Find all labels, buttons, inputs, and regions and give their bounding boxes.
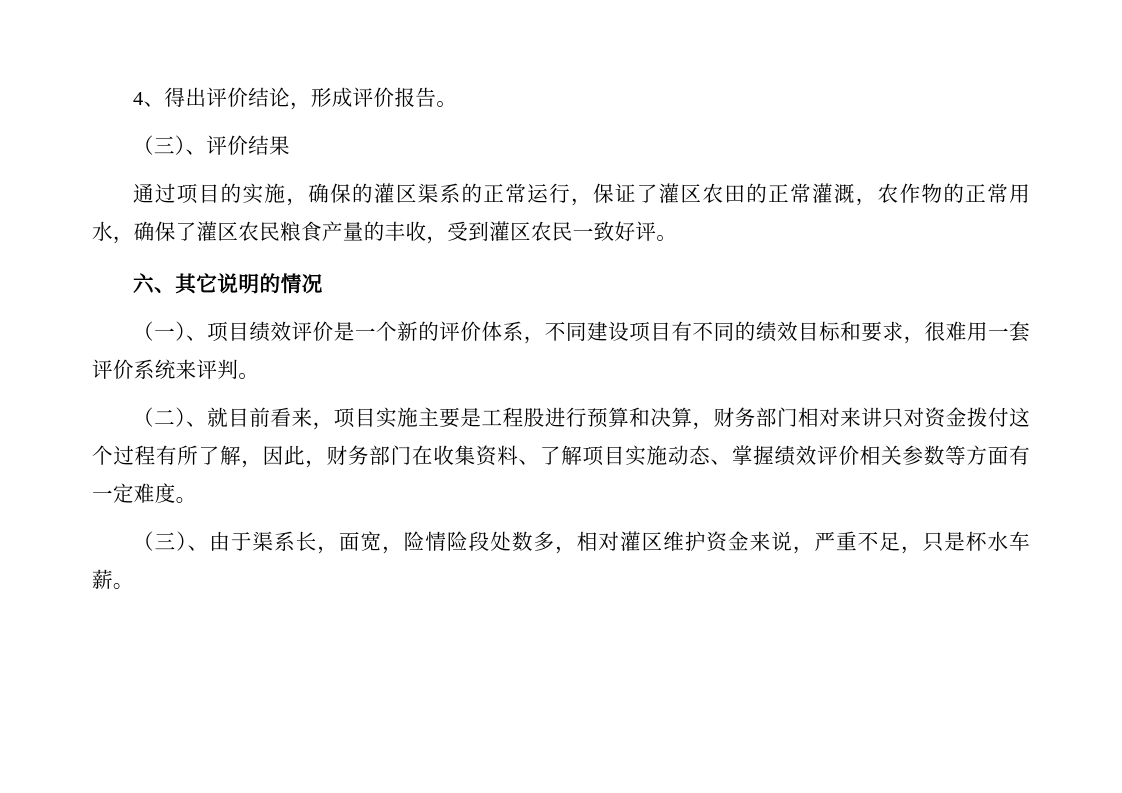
spacer [92, 304, 1030, 314]
document-body [92, 80, 1030, 600]
paragraph-item-4: 4、得出评价结论，形成评价报告。 [133, 88, 458, 110]
paragraph-section-three-label: （三）、评价结果 [133, 136, 290, 158]
spacer [92, 118, 1030, 128]
spacer [92, 390, 1030, 400]
spacer [92, 514, 1030, 524]
spacer [92, 166, 1030, 176]
paragraph-note-two: （二）、就目前看来，项目实施主要是工程股进行预算和决算，财务部门相对来讲只对资金拨付这个过程有所了解，因此，财务部门在收集资料、了解项目实施动态、掌握绩效评价相关参数等方面有一定难度。 [92, 408, 1030, 506]
paragraph-note-three: （三）、由于渠系长，面宽，险情险段处数多，相对灌区维护资金来说，严重不足，只是杯水车薪。 [92, 532, 1030, 592]
paragraph-evaluation-result-body: 通过项目的实施，确保的灌区渠系的正常运行，保证了灌区农田的正常灌溉，农作物的正常用水，确保了灌区农民粮食产量的丰收，受到灌区农民一致好评。 [92, 184, 1030, 244]
heading-six: 六、其它说明的情况 [133, 274, 323, 296]
spacer [92, 252, 1030, 266]
paragraph-note-one: （一）、项目绩效评价是一个新的评价体系，不同建设项目有不同的绩效目标和要求，很难用一套评价系统来评判。 [92, 322, 1030, 382]
